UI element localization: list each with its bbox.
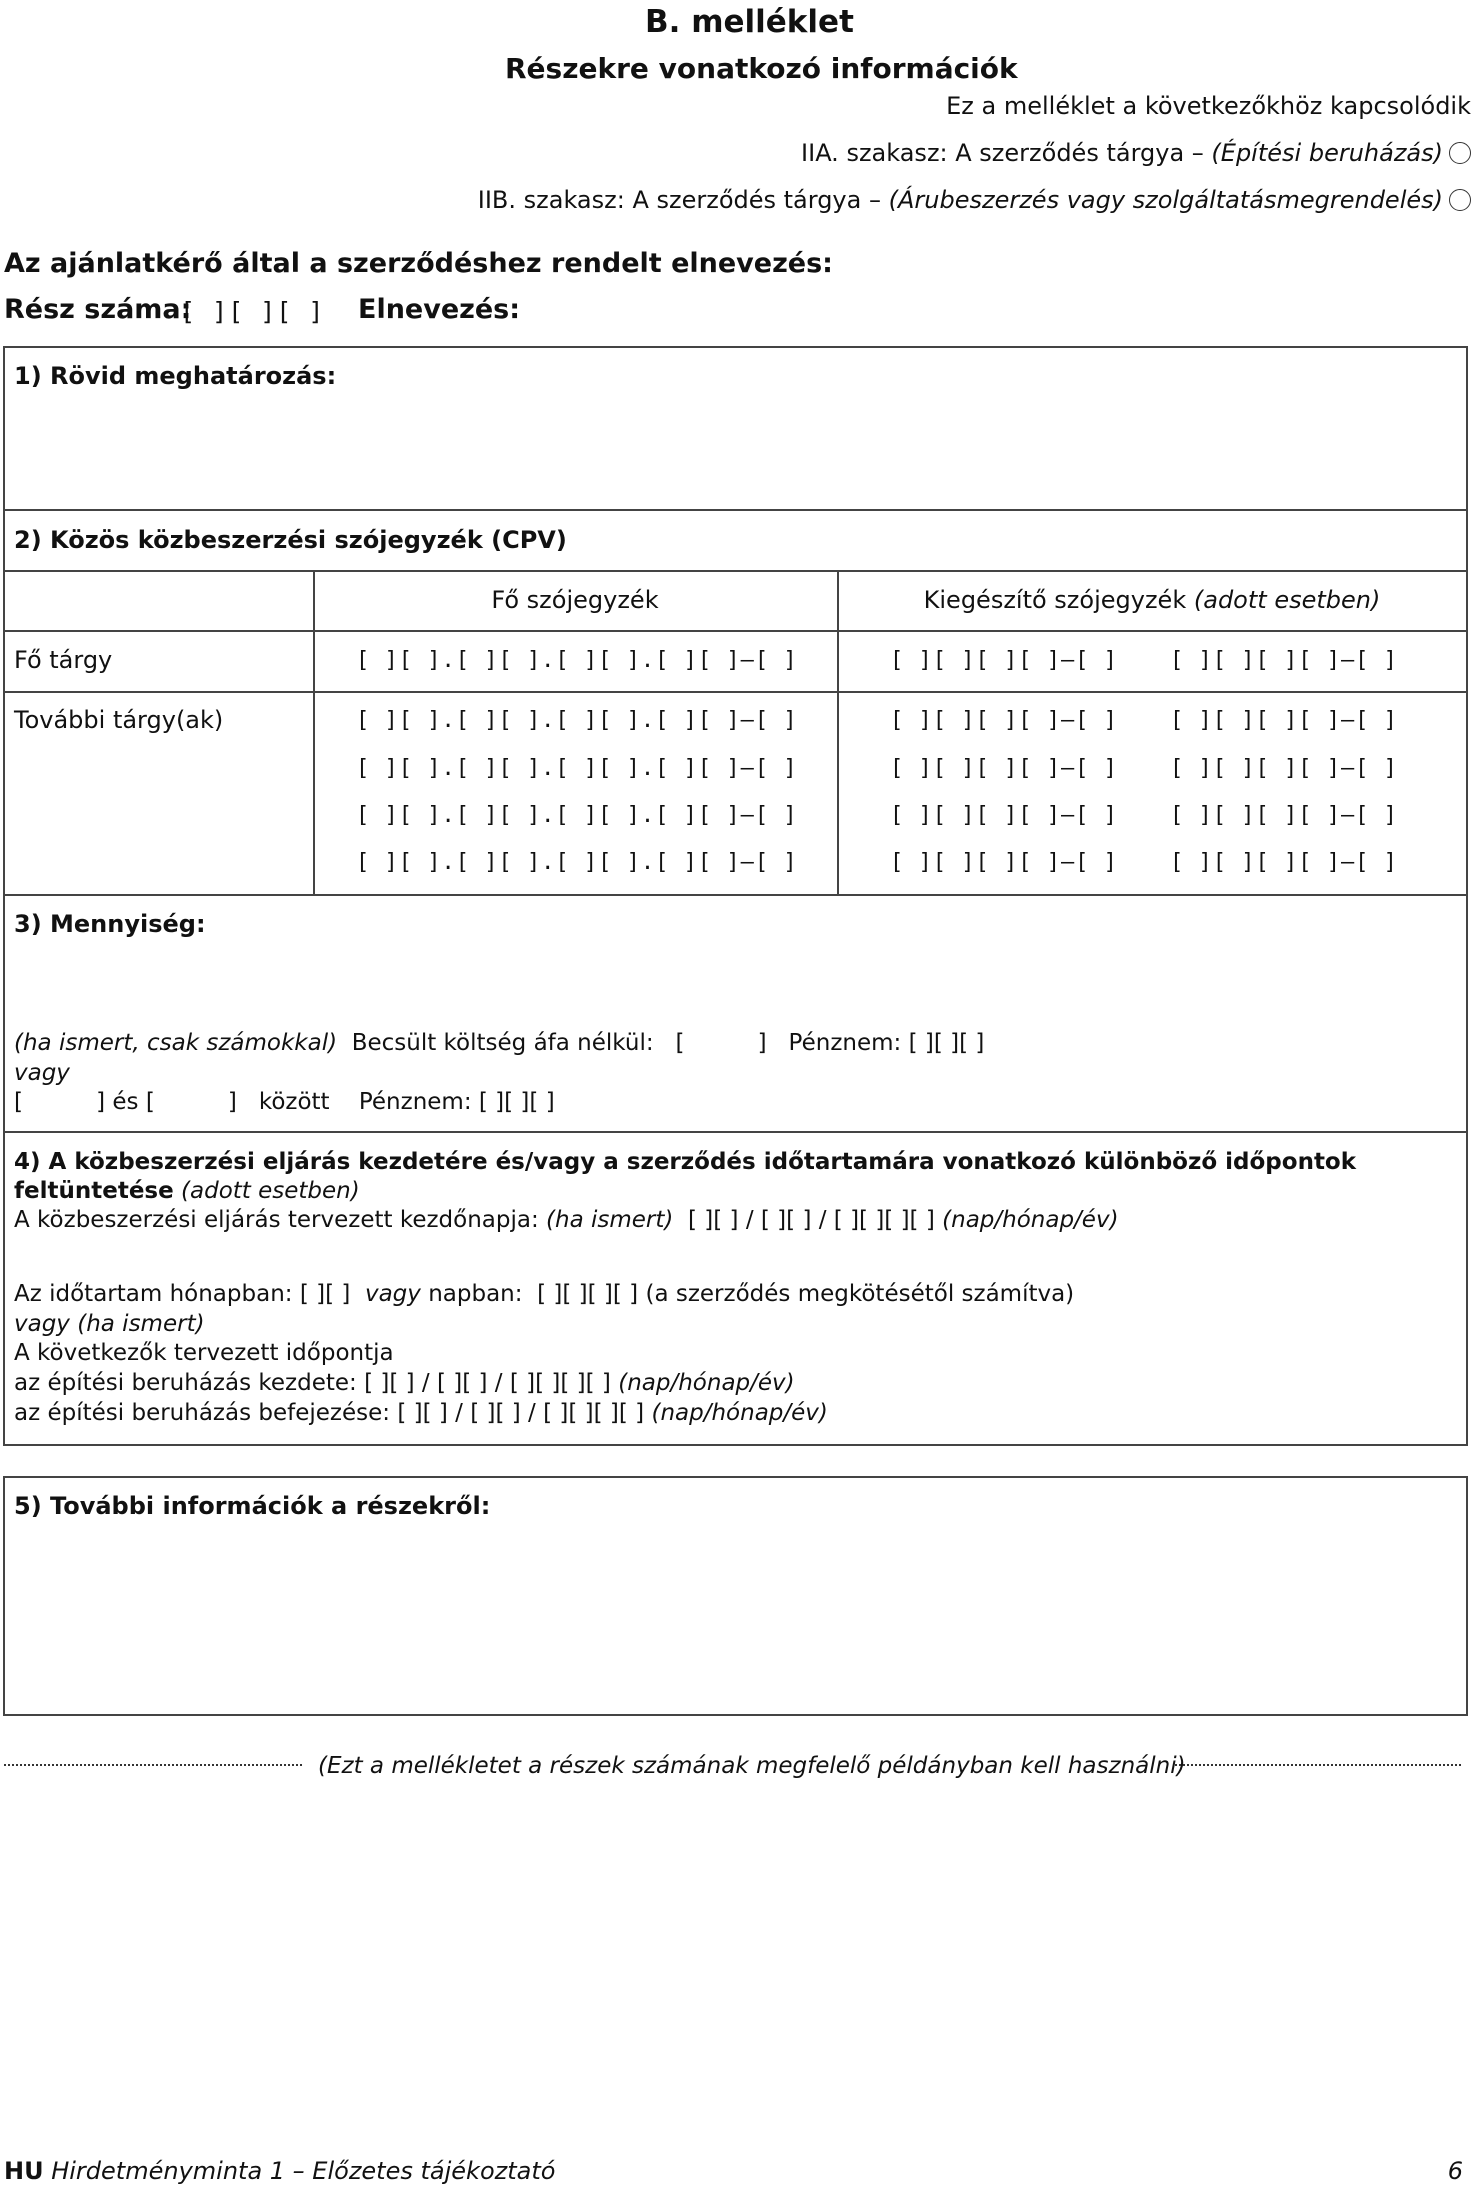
lot-number-field[interactable]: [ ][ ][ ] <box>180 297 325 326</box>
page-number: 6 <box>1447 2157 1463 2185</box>
s4-start-line <box>14 1207 1119 1233</box>
s4-months-field[interactable]: [ ][ ] <box>299 1281 351 1307</box>
s4-date-format: (nap/hónap/év) <box>942 1207 1119 1233</box>
s2-bottom <box>3 894 1468 896</box>
cpv-supp-code-add-4b[interactable]: [ ][ ][ ][ ]–[ ] <box>1170 850 1398 875</box>
s3-estimated-cost-field[interactable]: [ ] <box>675 1030 767 1056</box>
lot-number-label: Rész száma: <box>4 294 192 325</box>
s4-works-end-field[interactable]: [ ][ ] / [ ][ ] / [ ][ ][ ][ ] <box>397 1400 645 1426</box>
s3-bottom <box>3 1131 1468 1133</box>
s3-and: és <box>112 1089 139 1115</box>
s5-additional-info-field[interactable] <box>14 1530 1454 1705</box>
footer-note-dots-left <box>4 1764 302 1766</box>
s2-col-supp <box>837 586 1467 614</box>
s2-row-main: Fő tárgy <box>14 646 113 674</box>
cpv-supp-code-add-1b[interactable]: [ ][ ][ ][ ]–[ ] <box>1170 708 1398 733</box>
s4-from-conclusion: (a szerződés megkötésétől számítva) <box>645 1281 1075 1307</box>
section-iia-line <box>801 139 1471 167</box>
s4-or: vagy <box>364 1281 421 1307</box>
s5-title: 5) További információk a részekről: <box>14 1492 491 1520</box>
s3-currency-field-2[interactable]: [ ][ ][ ] <box>478 1089 555 1115</box>
footer-note: (Ezt a mellékletet a részek számának megfelelő példányban kell használni) <box>318 1753 1186 1779</box>
s2-title: 2) Közös közbeszerzési szójegyzék (CPV) <box>14 526 567 554</box>
section-iia-italic: (Építési beruházás) <box>1211 139 1443 167</box>
s4-if-known: (ha ismert) <box>546 1207 674 1233</box>
annex-title: B. melléklet <box>645 4 854 40</box>
s3-line1 <box>14 1030 984 1056</box>
s4-title-text: 4) A közbeszerzési eljárás kezdetére és/vagy a szerződés időtartamára vonatkozó különböző időpontok feltüntetése <box>14 1149 1357 1204</box>
cpv-supp-code-add-3b[interactable]: [ ][ ][ ][ ]–[ ] <box>1170 803 1398 828</box>
page-footer <box>4 2157 555 2185</box>
s3-estimated-cost-label: Becsült költség áfa nélkül: <box>351 1030 654 1056</box>
section-iib-line <box>478 186 1471 214</box>
cpv-main-code-add-3[interactable]: [ ][ ].[ ][ ].[ ][ ].[ ][ ]–[ ] <box>356 803 798 828</box>
s4-works-end-label: az építési beruházás befejezése: <box>14 1400 391 1426</box>
cpv-supp-code-add-2b[interactable]: [ ][ ][ ][ ]–[ ] <box>1170 756 1398 781</box>
cpv-supp-code-add-3a[interactable]: [ ][ ][ ][ ]–[ ] <box>890 803 1118 828</box>
section-iib-italic: (Árubeszerzés vagy szolgáltatásmegrendelés) <box>888 186 1443 214</box>
lot-title-label: Elnevezés: <box>358 294 521 325</box>
s4-works-end-line <box>14 1400 828 1426</box>
s3-line3 <box>14 1089 555 1115</box>
s4-title-italic-2: esetben) <box>258 1178 360 1204</box>
s2-row-additional: További tárgy(ak) <box>14 706 224 734</box>
section-iia-radio[interactable] <box>1449 142 1471 164</box>
s3-if-known: (ha ismert, csak számokkal) <box>14 1030 338 1056</box>
s4-title <box>14 1148 1459 1206</box>
s4-date-format-2: (nap/hónap/év) <box>618 1370 795 1396</box>
s3-or: vagy <box>14 1060 70 1086</box>
cpv-main-code-main[interactable]: [ ][ ].[ ][ ].[ ][ ].[ ][ ]–[ ] <box>356 648 798 673</box>
footer-lang: HU <box>4 2157 44 2185</box>
s4-works-start-line <box>14 1370 795 1396</box>
s3-range-max-field[interactable]: [ ] <box>145 1089 237 1115</box>
cpv-main-code-add-4[interactable]: [ ][ ].[ ][ ].[ ][ ].[ ][ ]–[ ] <box>356 850 798 875</box>
cpv-supp-code-add-1a[interactable]: [ ][ ][ ][ ]–[ ] <box>890 708 1118 733</box>
cpv-main-code-add-2[interactable]: [ ][ ].[ ][ ].[ ][ ].[ ][ ]–[ ] <box>356 756 798 781</box>
s4-duration-line <box>14 1281 1074 1307</box>
s2-row-divider <box>3 691 1468 693</box>
s2-col-main: Fő szójegyzék <box>491 586 659 614</box>
s2-col-supp-text: Kiegészítő szójegyzék <box>923 586 1187 614</box>
s2-header-bottom <box>3 630 1468 632</box>
section-iib-radio[interactable] <box>1449 189 1471 211</box>
s4-days-field[interactable]: [ ][ ][ ][ ] <box>537 1281 639 1307</box>
s3-currency-label-2: Pénznem: <box>358 1089 472 1115</box>
cpv-supp-code-add-2a[interactable]: [ ][ ][ ][ ]–[ ] <box>890 756 1118 781</box>
section-iib-text: IIB. szakasz: A szerződés tárgya – <box>477 186 881 214</box>
s3-range-min-field[interactable]: [ ] <box>14 1089 106 1115</box>
s4-duration-months-label: Az időtartam hónapban: <box>14 1281 293 1307</box>
footer-note-dots-right <box>1175 1764 1461 1766</box>
annex-subtitle: Részekre vonatkozó információk <box>505 52 1018 85</box>
s2-col-divider-2 <box>837 570 839 895</box>
s1-divider <box>3 509 1468 511</box>
s2-col-supp-italic: (adott esetben) <box>1193 586 1381 614</box>
cpv-main-code-add-1[interactable]: [ ][ ].[ ][ ].[ ][ ].[ ][ ]–[ ] <box>356 708 798 733</box>
contract-name-label: Az ajánlatkérő által a szerződéshez rendelt elnevezés: <box>4 248 833 279</box>
s2-header-top <box>3 570 1468 572</box>
s4-start-date-field[interactable]: [ ][ ] / [ ][ ] / [ ][ ][ ][ ] <box>688 1207 935 1233</box>
s2-col-divider-1 <box>313 570 315 895</box>
s1-short-description-field[interactable] <box>14 400 1454 505</box>
s4-days-label: napban: <box>428 1281 523 1307</box>
cpv-supp-code-main-1[interactable]: [ ][ ][ ][ ]–[ ] <box>890 648 1118 673</box>
s4-following-dates: A következők tervezett időpontja <box>14 1340 394 1366</box>
cpv-supp-code-main-2[interactable]: [ ][ ][ ][ ]–[ ] <box>1170 648 1398 673</box>
s1-title: 1) Rövid meghatározás: <box>14 362 337 390</box>
s3-title: 3) Mennyiség: <box>14 910 206 938</box>
relates-to-text: Ez a melléklet a következőkhöz kapcsolódik <box>946 92 1471 120</box>
s3-between: között <box>258 1089 330 1115</box>
s4-title-italic-1: (adott <box>181 1178 251 1204</box>
s4-date-format-3: (nap/hónap/év) <box>651 1400 828 1426</box>
section-iia-text: IIA. szakasz: A szerződés tárgya – <box>801 139 1204 167</box>
s4-works-start-field[interactable]: [ ][ ] / [ ][ ] / [ ][ ][ ][ ] <box>364 1370 611 1396</box>
s4-works-start-label: az építési beruházás kezdete: <box>14 1370 357 1396</box>
footer-doc-title: Hirdetményminta 1 – Előzetes tájékoztató <box>51 2157 556 2185</box>
s3-currency-field[interactable]: [ ][ ][ ] <box>908 1030 985 1056</box>
cpv-supp-code-add-4a[interactable]: [ ][ ][ ][ ]–[ ] <box>890 850 1118 875</box>
s4-start-label: A közbeszerzési eljárás tervezett kezdőnapja: <box>14 1207 539 1233</box>
s3-currency-label: Pénznem: <box>788 1030 902 1056</box>
s4-or-if-known: vagy (ha ismert) <box>14 1311 205 1337</box>
